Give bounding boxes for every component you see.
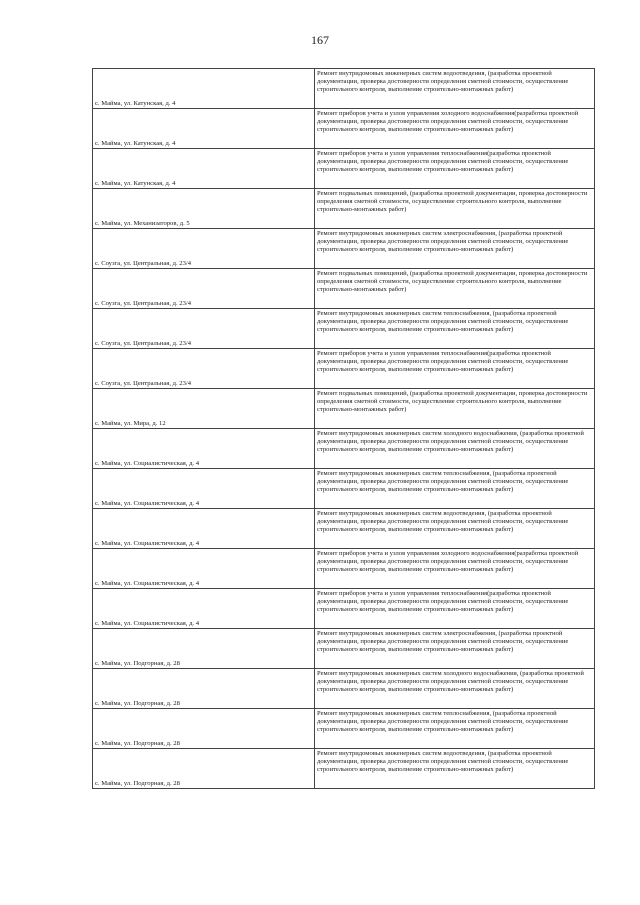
- work-description-cell: Ремонт внутридомовых инженерных систем водоотведения, (разработка проектной документации, проверка достоверности определения сметной стоимости, осуществление строительного контроля, выполнение строительно-монтажных работ): [315, 749, 595, 789]
- table-row: [93, 589, 595, 629]
- work-description-cell: Ремонт приборов учета и узлов управления холодного водоснабжения(разработка проектной документации, проверка достоверности определения сметной стоимости, осуществление строительного контроля, выполнение строительно-монтажных работ): [315, 109, 595, 149]
- work-description-cell: Ремонт приборов учета и узлов управления холодного водоснабжения(разработка проектной документации, проверка достоверности определения сметной стоимости, осуществление строительного контроля, выполнение строительно-монтажных работ): [315, 549, 595, 589]
- work-description-cell: Ремонт внутридомовых инженерных систем водоотведения, (разработка проектной документации, проверка достоверности определения сметной стоимости, осуществление строительного контроля, выполнение строительно-монтажных работ): [315, 509, 595, 549]
- address-cell: с. Соузга, ул. Центральная, д. 23/4: [93, 229, 315, 269]
- table-row: [93, 309, 595, 349]
- table-row: [93, 669, 595, 709]
- table-row: [93, 429, 595, 469]
- table-row: [93, 549, 595, 589]
- work-description-cell: Ремонт внутридомовых инженерных систем теплоснабжения, (разработка проектной документации, проверка достоверности определения сметной стоимости, осуществление строительного контроля, выполнение строительно-монтажных работ): [315, 309, 595, 349]
- work-description-cell: Ремонт внутридомовых инженерных систем водоотведения, (разработка проектной документации, проверка достоверности определения сметной стоимости, осуществление строительного контроля, выполнение строительно-монтажных работ): [315, 69, 595, 109]
- table-row: [93, 69, 595, 109]
- table-row: [93, 269, 595, 309]
- address-cell: с. Майма, ул. Социалистическая, д. 4: [93, 429, 315, 469]
- table-row: [93, 149, 595, 189]
- works-table: [92, 68, 595, 789]
- table-row: [93, 749, 595, 789]
- work-description-cell: Ремонт внутридомовых инженерных систем электроснабжения, (разработка проектной документации, проверка достоверности определения сметной стоимости, осуществление строительного контроля, выполнение строительно-монтажных работ): [315, 629, 595, 669]
- table-row: [93, 109, 595, 149]
- page-number: 167: [311, 33, 329, 47]
- table-row: [93, 229, 595, 269]
- address-cell: с. Майма, ул. Подгорная, д. 28: [93, 669, 315, 709]
- work-description-cell: Ремонт приборов учета и узлов управления теплоснабжения(разработка проектной документации, проверка достоверности определения сметной стоимости, осуществление строительного контроля, выполнение строительно-монтажных работ): [315, 589, 595, 629]
- address-cell: с. Майма, ул. Социалистическая, д. 4: [93, 549, 315, 589]
- table-row: [93, 469, 595, 509]
- table-row: [93, 709, 595, 749]
- work-description-cell: Ремонт внутридомовых инженерных систем холодного водоснабжения, (разработка проектной документации, проверка достоверности определения сметной стоимости, осуществление строительного контроля, выполнение строительно-монтажных работ): [315, 429, 595, 469]
- address-cell: с. Майма, ул. Мира, д. 12: [93, 389, 315, 429]
- address-cell: с. Майма, ул. Катунская, д. 4: [93, 149, 315, 189]
- address-cell: с. Майма, ул. Катунская, д. 4: [93, 109, 315, 149]
- work-description-cell: Ремонт подвальных помещений, (разработка проектной документации, проверка достоверности определения сметной стоимости, осуществление строительного контроля, выполнение строительно-монтажных работ): [315, 269, 595, 309]
- work-description-cell: Ремонт внутридомовых инженерных систем теплоснабжения, (разработка проектной документации, проверка достоверности определения сметной стоимости, осуществление строительного контроля, выполнение строительно-монтажных работ): [315, 709, 595, 749]
- table-row: [93, 349, 595, 389]
- table-row: [93, 629, 595, 669]
- work-description-cell: Ремонт приборов учета и узлов управления теплоснабжения(разработка проектной документации, проверка достоверности определения сметной стоимости, осуществление строительного контроля, выполнение строительно-монтажных работ): [315, 149, 595, 189]
- work-description-cell: Ремонт подвальных помещений, (разработка проектной документации, проверка достоверности определения сметной стоимости, осуществление строительного контроля, выполнение строительно-монтажных работ): [315, 189, 595, 229]
- work-description-cell: Ремонт внутридомовых инженерных систем электроснабжения, (разработка проектной документации, проверка достоверности определения сметной стоимости, осуществление строительного контроля, выполнение строительно-монтажных работ): [315, 229, 595, 269]
- address-cell: с. Майма, ул. Подгорная, д. 28: [93, 629, 315, 669]
- address-cell: с. Соузга, ул. Центральная, д. 23/4: [93, 349, 315, 389]
- address-cell: с. Майма, ул. Подгорная, д. 28: [93, 749, 315, 789]
- address-cell: с. Майма, ул. Социалистическая, д. 4: [93, 589, 315, 629]
- work-description-cell: Ремонт внутридомовых инженерных систем холодного водоснабжения, (разработка проектной документации, проверка достоверности определения сметной стоимости, осуществление строительного контроля, выполнение строительно-монтажных работ): [315, 669, 595, 709]
- table-row: [93, 389, 595, 429]
- address-cell: с. Майма, ул. Механизаторов, д. 5: [93, 189, 315, 229]
- address-cell: с. Майма, ул. Катунская, д. 4: [93, 69, 315, 109]
- table-row: [93, 509, 595, 549]
- address-cell: с. Майма, ул. Подгорная, д. 28: [93, 709, 315, 749]
- address-cell: с. Майма, ул. Социалистическая, д. 4: [93, 469, 315, 509]
- address-cell: с. Соузга, ул. Центральная, д. 23/4: [93, 309, 315, 349]
- work-description-cell: Ремонт приборов учета и узлов управления теплоснабжения(разработка проектной документации, проверка достоверности определения сметной стоимости, осуществление строительного контроля, выполнение строительно-монтажных работ): [315, 349, 595, 389]
- table-row: [93, 189, 595, 229]
- work-description-cell: Ремонт внутридомовых инженерных систем теплоснабжения, (разработка проектной документации, проверка достоверности определения сметной стоимости, осуществление строительного контроля, выполнение строительно-монтажных работ): [315, 469, 595, 509]
- address-cell: с. Майма, ул. Социалистическая, д. 4: [93, 509, 315, 549]
- work-description-cell: Ремонт подвальных помещений, (разработка проектной документации, проверка достоверности определения сметной стоимости, осуществление строительного контроля, выполнение строительно-монтажных работ): [315, 389, 595, 429]
- address-cell: с. Соузга, ул. Центральная, д. 23/4: [93, 269, 315, 309]
